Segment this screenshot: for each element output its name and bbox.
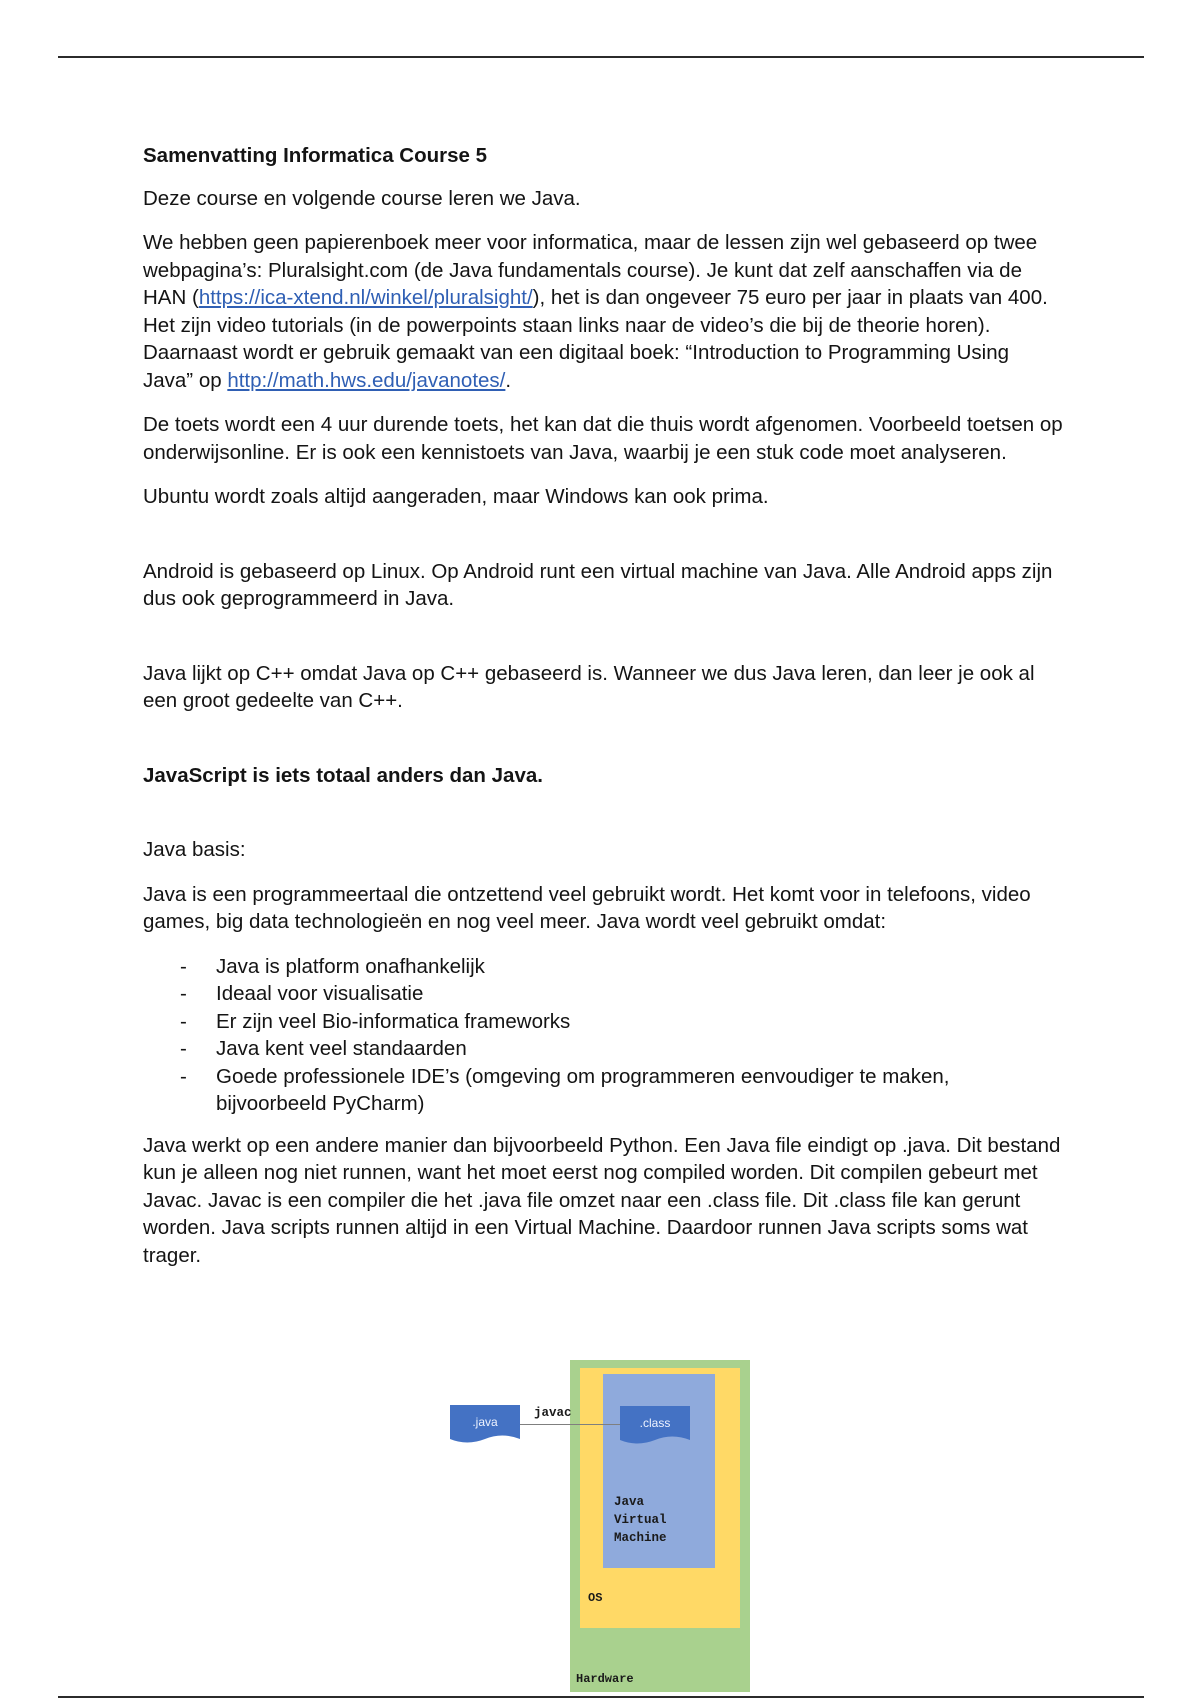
java-file-label: .java xyxy=(472,1415,498,1429)
intro-paragraph: Deze course en volgende course leren we Java. xyxy=(143,186,581,210)
spacer xyxy=(143,528,1063,558)
bullet-dash: - xyxy=(180,982,187,1005)
top-rule xyxy=(58,56,1144,58)
pluralsight-link[interactable]: https://ica-xtend.nl/winkel/pluralsight/ xyxy=(198,286,533,309)
list-item xyxy=(143,1035,1063,1063)
compile-paragraph: Java werkt op een andere manier dan bijvoorbeeld Python. Een Java file eindigt op .java. Dit bestand kun je alleen nog niet runnen, want het moet eerst nog compiled worden. Dit compilen gebeurt met Javac. Javac is een compiler die het .java file omzet naar een .class file. Dit .class file kan gerunt worden. Java scripts runnen altijd in een Virtual Machine. Daardoor runnen Java scripts soms wat trager. xyxy=(143,1133,1061,1267)
jvm-label: Java Virtual Machine xyxy=(614,1495,667,1545)
class-file-label: .class xyxy=(639,1416,671,1430)
resources-text-a: We hebben geen papierenboek meer voor informatica, maar de lessen zijn wel gebaseerd op twee webpagina’s: Pluralsight.com (de Java fundamentals course). Je kunt dat zelf aanschaffen via de HAN ( xyxy=(143,231,1038,309)
test-info-paragraph: De toets wordt een 4 uur durende toets, het kan dat die thuis wordt afgenomen. Voorbeeld toetsen op onderwijsonline. Er is ook een kennistoets van Java, waarbij je een stuk code moet analyseren. xyxy=(143,413,1063,464)
spacer xyxy=(143,732,1063,762)
document-title: Samenvatting Informatica Course 5 xyxy=(143,144,488,167)
bullet-dash: - xyxy=(180,1009,187,1033)
list-item xyxy=(143,953,1063,981)
bullet-dash: - xyxy=(180,954,187,978)
bullet-dash: - xyxy=(180,1037,187,1060)
jvm-diagram xyxy=(450,1360,750,1696)
java-file-shape xyxy=(450,1405,520,1445)
document-body xyxy=(143,142,1063,1286)
list-item xyxy=(143,1008,1063,1036)
bullet-dash: - xyxy=(180,1064,187,1088)
hardware-label: Hardware xyxy=(576,1672,634,1686)
basis-intro-paragraph: Java is een programmeertaal die ontzettend veel gebruikt wordt. Het komt voor in telefoons, video games, big data technologieën en nog veel meer. Java wordt veel gebruikt omdat: xyxy=(143,882,1031,933)
list-item xyxy=(143,1063,1063,1118)
resources-paragraph xyxy=(143,229,1063,394)
javanotes-link[interactable]: http://math.hws.edu/javanotes/ xyxy=(227,368,506,392)
reasons-list xyxy=(143,953,1063,1118)
resources-text-c: . xyxy=(505,368,512,392)
cpp-paragraph: Java lijkt op C++ omdat Java op C++ gebaseerd is. Wanneer we dus Java leren, dan leer je ook al een groot gedeelte van C++. xyxy=(143,661,1035,712)
list-item-text: Java kent veel standaarden xyxy=(216,1037,467,1060)
list-item-text: Java is platform onafhankelijk xyxy=(216,954,485,978)
class-file-shape xyxy=(620,1406,690,1446)
javac-label: javac xyxy=(534,1406,572,1420)
spacer xyxy=(143,806,1063,836)
os-label: OS xyxy=(588,1591,603,1605)
os-note-paragraph: Ubuntu wordt zoals altijd aangeraden, maar Windows kan ook prima. xyxy=(143,485,769,508)
spacer xyxy=(143,630,1063,660)
basis-heading: Java basis: xyxy=(143,838,246,861)
list-item-text: Goede professionele IDE’s (omgeving om programmeren eenvoudiger te maken, bijvoorbeeld PyCharm) xyxy=(216,1064,950,1115)
resources-text-b: ), het is dan ongeveer 75 euro per jaar in plaats van 400. Het zijn video tutorials (in de powerpoints staan links naar de video’s die bij de theorie horen). Daarnaast wordt er gebruik gemaakt van een digitaal boek: “Introduction to Programming Using Java” op xyxy=(143,286,1048,392)
list-item xyxy=(143,980,1063,1008)
android-paragraph: Android is gebaseerd op Linux. Op Android runt een virtual machine van Java. Alle Android apps zijn dus ook geprogrammeerd in Java. xyxy=(143,559,1053,610)
javascript-note: JavaScript is iets totaal anders dan Java. xyxy=(143,763,543,787)
bottom-rule xyxy=(58,1696,1144,1698)
list-item-text: Ideaal voor visualisatie xyxy=(216,982,424,1005)
list-item-text: Er zijn veel Bio-informatica frameworks xyxy=(216,1009,571,1033)
